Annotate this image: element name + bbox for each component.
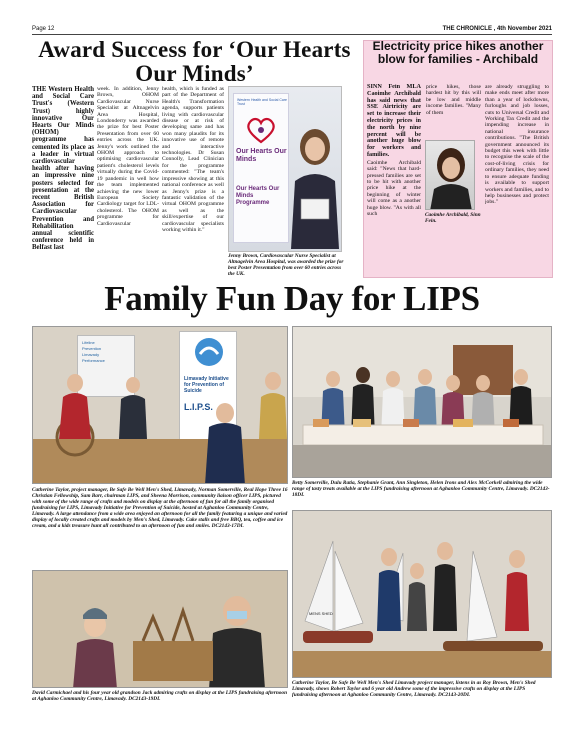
caption-treats: Betty Somerville, Dulu Ratia, Stephanie Grant, Ann Singleton, Helen Irons and Alex McCorkell admiring the wide range of tasty treats available at the LIPS fundraising afternoon at Aghanloo Community Centre, Limavady. DC2143-18DL — [292, 480, 550, 498]
electricity-lead: SINN Fein MLA Caoimhe Archibald has said news that SSE Airtricity are set to increase their electricity prices in the north by nine percent will be another huge blow for workers and families. — [367, 84, 421, 158]
jenny-brown-figure — [287, 119, 342, 249]
electricity-body-3: are already struggling to make ends meet after more than a year of lockdowns, furloughs and job losses, cuts to Universal Credit and Working Tax Credit and the impending increase in national insurance contributions. "The British government announced its budget this week with little to recognise the scale of the cost-of-living crisis for ordinary families, they need to ensure adequate funding is available to support workers and families, and to help businesses and protect jobs." — [485, 84, 549, 206]
archibald-caption: Caoimhe Archibald, Sinn Fein. — [425, 212, 481, 224]
certificate — [301, 199, 329, 219]
heart-icon — [246, 116, 276, 144]
banner-title: Our Hearts Our Minds — [236, 148, 287, 163]
paper-name-date: THE CHRONICLE , 4th November 2021 — [442, 26, 552, 32]
award-lead: THE Western Health and Social Care Trust's (Western Trust) highly innovative Our Hearts Our Minds (OHOM) programme has cemented its place as a leader in virtual cardiovascular health after having an impressive nine posters selected for presentation at the recent British Association for Cardiovascular Prevention and Rehabilitation annual scientific conference held in Belfast last — [32, 86, 94, 252]
page-number: Page 12 — [32, 26, 55, 32]
masthead — [32, 25, 552, 35]
electricity-body-1: Caoimhe Archibald said: "News that hard-pressed families are set to be hit with another price hike at the beginning of winter will come as a another huge blow. "As with all such — [367, 159, 421, 218]
banner-subtitle: Our Hearts Our Minds Programme — [236, 186, 280, 206]
lips-photo-mensshed — [292, 510, 552, 678]
electricity-column-2 — [426, 84, 481, 136]
banner-org: Western Health and Social Care Trust — [237, 98, 287, 106]
electricity-body-2: price hikes, those hardest hit by this will be low and middle income families. "Many of them — [426, 84, 481, 116]
award-photo — [228, 86, 342, 252]
electricity-column-1 — [367, 84, 421, 274]
lips-headline: Family Fun Day for LIPS — [104, 279, 480, 318]
grandson-figures — [33, 571, 288, 688]
mensshed-figures — [293, 511, 552, 678]
award-column-1 — [32, 86, 94, 256]
award-body-2: week. In addition, Jenny Brown, OHOM Cardiovascular Nurse Specialist at Altnagelvin Area Hospital, Londonderry was awarded the prize for best Poster Presentation from over 60 entries across the UK. Jenny's work outlined the OHOM approach to optimising cardiovascular patient's cholesterol levels virtually during the Covid-19 pandemic in well how the team implemented achieving the new lower European Society Cardiology target for LDL-cholesterol. The OHOM programme for Cardiovascular — [97, 86, 159, 227]
award-caption: Jenny Brown, Cardiovascular Nurse Specialist at Altnagelvin Area Hospital, was awarded the prize for best Poster Presentation from over 60 entries across the UK. — [228, 253, 344, 277]
caption-grandson: David Carmichael and his four year old grandson Jack admiring crafts on display at the LIPS fundraising afternoon at Aghanloo Community Centre, Limavady. DC2143-19DL — [32, 690, 288, 702]
caption-main: Catherine Taylor, project manager, Be Safe Be Well Men's Shed, Limavady, Norman Somerville, Real Hope Three 16 Christian Fellowship, Sam Barr, chairman LIPS, and Sheena Morrison, community liaison officer LIPS, pictured with some of the wide range of crafts and models on display at the afternoon of fun for all the family organised fundraising for LIPS, Limavady Initiative for Prevention of Suicide, hosted at Aghanloo Community Centre, Limavady. A large attendance from a wide area enjoyed an afternoon for all the family featuring a unique and varied display of locally created crafts and models by Men's Shed, Limavady. Cake stalls and free BBQ, tea, coffee and ice cream, and a kids treasure hunt all contributed to an afternoon of fun and smiles. DC2143-17DL — [32, 487, 288, 529]
electricity-headline: Electricity price hikes another blow for families - Archibald — [372, 39, 544, 66]
ohom-banner — [233, 93, 289, 243]
caption-mensshed: Catherine Taylor, Be Safe Be Well Men's Shed Limavady project manager, listens in as Roy Brown, Men's Shed Limavady, shows Robert Taylor and 6 year old Andrew some of the impressive crafts on display at the LIPS fundraising afternoon at Aghanloo Community Centre, Limavady. DC2143-20DL — [292, 680, 536, 698]
archibald-photo — [425, 140, 475, 210]
treats-table-figures — [293, 327, 552, 478]
lips-photo-grandson — [32, 570, 288, 688]
electricity-column-3 — [485, 84, 549, 274]
award-headline: Award Success for ‘Our Hearts Our Minds’ — [38, 37, 351, 86]
lips-photo-group — [32, 326, 288, 484]
lips-banner-text: Limavady Initiative for Prevention of Suicide — [184, 376, 229, 394]
award-column-2 — [97, 86, 159, 254]
lips-photo-treats — [292, 326, 552, 478]
award-body-3: health, which is funded as part of the Department of Health's Transformation agenda, supports patients living with cardiovascular disease or at risk of developing same and has won many plaudits for its innovative use of remote and interactive technologies. Dr Susan Connolly, Lead Clinician for the programme commented: "The team's impressive showing at this national conference as well as Jenny's prize is a fantastic validation of the virtual OHOM programme as well as the skill/expertise of our cardiovascular specialists working within it." — [162, 86, 224, 233]
lips-banner-logo: L.I.P.S. — [184, 402, 213, 412]
award-column-3 — [162, 86, 224, 254]
mens-shed-sign: MENS SHED — [309, 611, 333, 616]
lips-group-figures — [33, 327, 288, 484]
lifeline-poster: Lifeline Prevention Limavady Performance — [77, 335, 135, 397]
